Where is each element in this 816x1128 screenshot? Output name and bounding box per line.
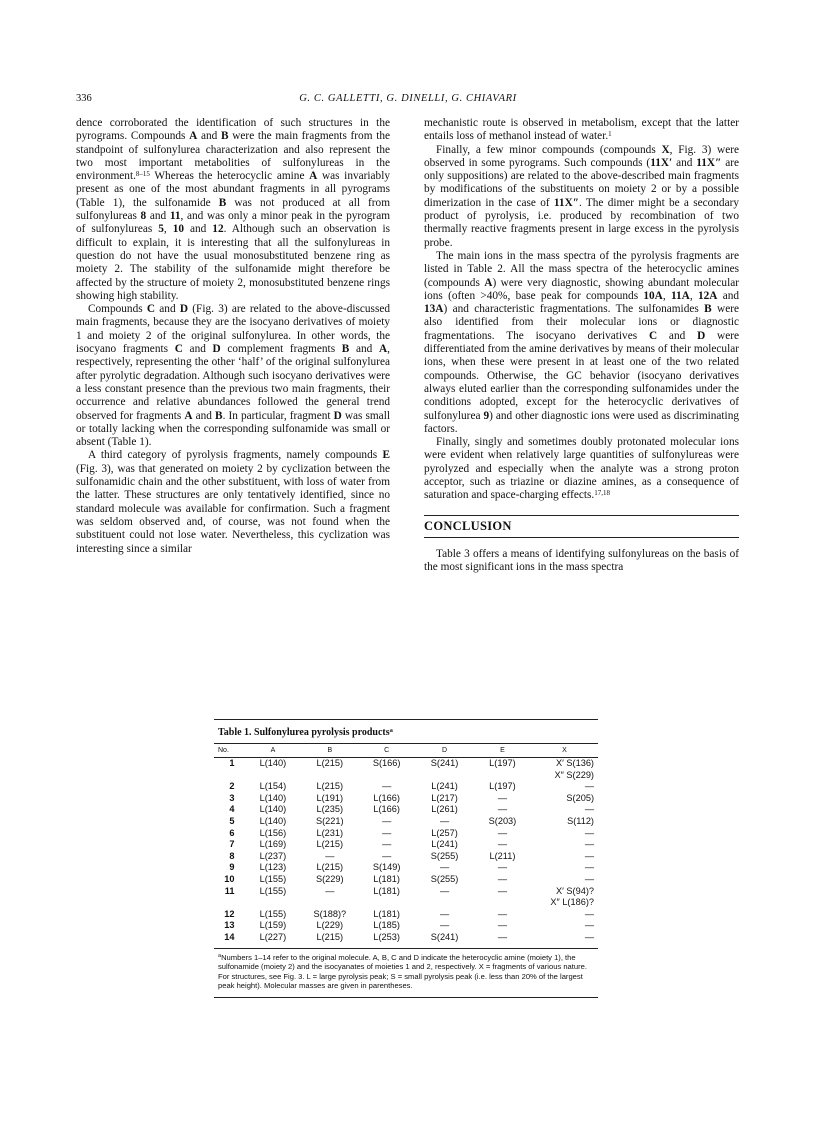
paragraph: [424, 548, 739, 575]
table-cell: L(215): [316, 839, 344, 850]
footnote-mark: a: [389, 727, 393, 734]
table-row: [214, 816, 598, 828]
row-number-cell: 12: [224, 908, 235, 919]
bold-compound-label: D: [333, 409, 342, 422]
table-cell: —: [584, 873, 594, 884]
conclusion-heading: CONCLUSION: [424, 515, 739, 538]
table-cell: L(235): [316, 804, 344, 815]
table-body: [214, 758, 598, 948]
table-cell: S(203): [488, 815, 517, 826]
table-header-row: [214, 744, 598, 758]
table-footnote: [214, 948, 598, 998]
table-cell: —: [584, 781, 594, 792]
text-run: and: [192, 409, 216, 422]
text-run: (Fig. 3) are related to the above-discussed main fragments, because they are the isocyano derivatives of moiety 1 and moiety 2 of the original sulfonylurea. In other words, the isocyano fragments: [76, 303, 391, 356]
citation-superscript: 8–15: [135, 170, 150, 179]
row-number-cell: 8: [229, 850, 235, 861]
bold-compound-label: C: [648, 329, 658, 342]
table-cell: —: [439, 862, 450, 873]
table-cell: L(166): [373, 804, 400, 815]
bold-compound-label: A: [184, 409, 193, 422]
table-title: [214, 719, 598, 743]
column-header: C: [358, 744, 415, 758]
table-cell: —: [497, 920, 508, 931]
text-run: and: [717, 289, 740, 302]
column-header: B: [301, 744, 358, 758]
table-row: [214, 758, 598, 770]
text-run: complement fragments: [220, 343, 342, 356]
table-cell: L(227): [259, 931, 287, 942]
text-run: ,: [689, 289, 698, 302]
table-cell: L(237): [259, 850, 287, 861]
text-run: and: [182, 343, 213, 356]
table-cell: —: [584, 908, 594, 919]
table-cell: —: [584, 931, 594, 942]
paragraph: [424, 436, 739, 502]
table-cell: —: [584, 920, 594, 931]
bold-compound-label: 11X″: [553, 196, 579, 209]
table-cell: S(221): [315, 815, 344, 826]
table-cell: L(181): [373, 908, 400, 919]
table-cell: —: [584, 839, 594, 850]
table-cell: L(229): [316, 920, 344, 931]
row-number-cell: 10: [224, 873, 235, 884]
row-number-cell: [214, 770, 244, 782]
table-cell: L(159): [259, 920, 287, 931]
paragraph: [76, 449, 390, 555]
table-cell: X′ S(136): [556, 758, 594, 768]
text-run: Finally, singly and sometimes doubly protonated molecular ions were evident when relatively large quantities of sulfonylureas were pyrolyzed and especially when the analyte was a strong proton acceptor, such as triazine or diazine amines, as a consequence of saturation and space-charging effects.: [424, 436, 739, 502]
table-cell: —: [497, 839, 508, 850]
table-footnote-text: Numbers 1–14 refer to the original molecule. A, B, C and D indicate the heterocyclic amine (moiety 1), the sulfonamide (moiety 2) and the isocyanates of moieties 1 and 2, respectively. X = fragments of various nature. For structures, see Fig. 3. L = large pyrolysis peak; S = small pyrolysis peak (i.e. less than 20% of the largest peak height). Molecular masses are given in parentheses.: [218, 952, 587, 991]
table-cell: —: [325, 850, 335, 861]
column-header: E: [474, 744, 531, 758]
table-cell: [358, 897, 415, 909]
text-run: was not produced at all from sulfonylureas: [76, 196, 390, 223]
bold-compound-label: B: [221, 130, 229, 143]
column-header: X: [531, 744, 598, 758]
table-cell: L(140): [259, 815, 287, 826]
table-cell: [244, 770, 301, 782]
table-row: [214, 851, 598, 863]
text-run: were also identified from their molecular ions or diagnostic fragmentations. The isocyano derivatives: [424, 303, 739, 342]
table-cell: [244, 897, 301, 909]
text-run: was invariably present as one of the most abundant fragments in all pyrograms (Table 1), the sulfonamide: [76, 170, 390, 209]
text-run: and: [146, 210, 170, 223]
bold-compound-label: 11A: [670, 289, 690, 302]
citation-superscript: 1: [608, 130, 612, 139]
table-cell: L(123): [259, 862, 287, 873]
table-cell: —: [497, 792, 508, 803]
table-cell: —: [584, 850, 594, 861]
table-cell: —: [497, 862, 508, 873]
table-row: [214, 886, 598, 898]
table-cell: S(166): [372, 758, 401, 768]
text-run: ,: [163, 223, 173, 236]
table-cell: [474, 770, 531, 782]
bold-compound-label: 10: [172, 223, 185, 236]
table-cell: L(155): [259, 908, 287, 919]
table-cell: —: [439, 815, 450, 826]
row-number-cell: 3: [229, 792, 235, 803]
bold-compound-label: 5: [158, 223, 164, 236]
table-cell: —: [497, 931, 508, 942]
text-run: . The dimer might be a secondary product of pyrolysis, i.e. produced by recombination of two thermally reactive fragments present in large excess in the pyrolysis probe.: [424, 196, 739, 249]
table-cell: —: [382, 781, 392, 792]
table-cell: L(217): [431, 792, 458, 803]
table-cell: L(181): [373, 885, 400, 896]
bold-compound-label: C: [146, 303, 156, 316]
table-cell: S(255): [430, 873, 459, 884]
table-cell: L(215): [316, 781, 344, 792]
text-run: and: [184, 223, 213, 236]
table-row: [214, 781, 598, 793]
column-header: No.: [214, 744, 244, 758]
column-header: A: [244, 744, 301, 758]
bold-compound-label: D: [179, 303, 189, 316]
bold-compound-label: A: [379, 343, 388, 356]
table-cell: X′ S(94)?: [556, 885, 594, 896]
table-cell: —: [439, 908, 450, 919]
table-cell: S(205): [566, 792, 594, 803]
bold-compound-label: B: [215, 409, 223, 422]
text-run: ) were very diagnostic, showing abundant molecular ions (often >40%, base peak for compounds: [424, 276, 739, 302]
table-cell: L(191): [316, 792, 344, 803]
text-run: and: [657, 329, 698, 342]
table-cell: —: [439, 920, 450, 931]
bold-compound-label: 8: [140, 210, 147, 223]
bold-compound-label: 10A: [643, 289, 663, 302]
table-cell: L(169): [259, 839, 287, 850]
table-cell: L(257): [431, 827, 458, 838]
table-cell: —: [584, 804, 594, 815]
table-cell: L(197): [489, 758, 516, 768]
bold-compound-label: C: [174, 343, 183, 356]
paragraph: [424, 144, 739, 250]
citation-superscript: 17,18: [594, 489, 610, 498]
text-run: and: [197, 130, 222, 143]
table-cell: —: [439, 885, 450, 896]
table-cell: X″ S(229): [554, 769, 594, 780]
table-cell: —: [382, 827, 392, 838]
table-cell: L(211): [489, 850, 516, 861]
text-run: Finally, a few minor compounds (compounds: [436, 143, 662, 156]
text-run: were the main fragments from the standpoint of sulfonylurea characterization and also represent the two most important metabolities of sulfonylureas in the environment.: [76, 130, 390, 183]
table-cell: L(231): [316, 827, 344, 838]
text-run: , and was only a minor peak in the pyrogram of sulfonylureas: [76, 210, 390, 236]
row-number-cell: [214, 897, 244, 909]
table-cell: [301, 897, 358, 909]
running-head: G. C. GALLETTI, G. DINELLI, G. CHIAVARI: [299, 93, 517, 104]
text-run: and: [155, 303, 180, 316]
right-column: [424, 117, 739, 575]
table-cell: —: [584, 827, 594, 838]
row-number-cell: 4: [229, 804, 235, 815]
text-run: The main ions in the mass spectra of the pyrolysis fragments are listed in Table 2. All the mass spectra of the heterocyclic amines (compounds: [424, 249, 739, 289]
table-cell: S(241): [430, 931, 459, 942]
row-number-cell: 9: [229, 862, 235, 873]
text-run: and: [349, 343, 379, 356]
table-cell: L(140): [259, 758, 287, 768]
text-run: A third category of pyrolysis fragments, namely compounds: [88, 449, 383, 462]
table-cell: L(155): [259, 873, 287, 884]
table-cell: —: [497, 827, 508, 838]
text-run: and: [672, 156, 697, 169]
text-run: mechanistic route is observed in metabolism, except that the latter entails loss of methanol instead of water.: [424, 117, 739, 143]
table-cell: —: [497, 908, 508, 919]
row-number-cell: 5: [229, 815, 235, 826]
table-cell: L(241): [431, 781, 458, 792]
table-row: [214, 897, 598, 909]
table-row: [214, 804, 598, 816]
table-cell: —: [497, 804, 508, 815]
paragraph: [424, 250, 739, 436]
table-cell: L(154): [259, 781, 287, 792]
text-run: ,: [662, 289, 671, 302]
table-cell: S(188)?: [313, 908, 347, 919]
bold-compound-label: B: [218, 196, 227, 209]
table-cell: L(215): [316, 931, 344, 942]
bold-compound-label: D: [212, 343, 221, 356]
bold-compound-label: 13A: [424, 303, 444, 316]
paragraph: [76, 303, 390, 449]
table-cell: S(149): [372, 862, 401, 873]
left-column: [76, 117, 390, 556]
table-cell: L(155): [259, 885, 287, 896]
table-cell: L(215): [316, 862, 344, 873]
table-cell: L(215): [316, 758, 344, 768]
bold-compound-label: 12: [212, 223, 224, 236]
table-cell: —: [584, 862, 594, 873]
row-number-cell: 14: [224, 931, 235, 942]
bold-compound-label: X: [661, 143, 670, 156]
text-run: dence corroborated the identification of such structures in the pyrograms. Compounds: [76, 117, 390, 143]
text-run: (Fig. 3), was that generated on moiety 2 by cyclization between the sulfonamidic chain and the other substituent, with loss of water from the latter. These structures are only tentatively identified, since no standard molecule was available for confirmation. Such a fragment was seldom observed and, of course, was not found when the substituent could not lose water. Nevertheless, this cyclization was interesting since a similar: [76, 462, 390, 555]
text-run: was small or totally lacking when the corresponding sulfonamide was small or absent (Table 1).: [76, 409, 390, 449]
table-cell: —: [497, 873, 508, 884]
table-title-text: Table 1. Sulfonylurea pyrolysis products: [218, 727, 390, 738]
table-cell: S(255): [430, 850, 459, 861]
row-number-cell: 13: [224, 920, 235, 931]
row-number-cell: 11: [224, 885, 235, 896]
table-cell: —: [382, 815, 392, 826]
table-cell: —: [382, 850, 392, 861]
table-cell: —: [325, 885, 335, 896]
table-1: [214, 719, 598, 998]
bold-compound-label: 11: [169, 210, 181, 223]
bold-compound-label: A: [189, 130, 198, 143]
table-row: [214, 932, 598, 948]
bold-compound-label: 9: [483, 409, 490, 422]
table-grid: [214, 743, 598, 948]
table-row: [214, 909, 598, 921]
bold-compound-label: 11X′: [650, 156, 673, 169]
table-cell: [415, 770, 474, 782]
table-cell: S(112): [567, 815, 594, 826]
table-cell: L(166): [373, 792, 400, 803]
row-number-cell: 6: [229, 827, 235, 838]
text-run: were differentiated from the amine derivatives by means of their molecular ions, when these were present in at least one of the two related compounds. Otherwise, the GC behavior (isocyano derivatives always eluted earlier than the corresponding sulfonamides under the conditions adopted, except for the heterocyclic derivatives of sulfonylurea: [424, 329, 739, 422]
text-run: . In particular, fragment: [222, 409, 334, 422]
bold-compound-label: E: [382, 449, 390, 462]
table-cell: L(140): [259, 804, 287, 815]
table-cell: L(185): [373, 920, 400, 931]
text-run: are only suppositions) are related to the above-described main fragments by modifications of the substituents on moiety 2 or by a possible dimerization in the case of: [424, 156, 739, 209]
table-row: [214, 862, 598, 874]
table-cell: L(156): [259, 827, 287, 838]
bold-compound-label: A: [309, 170, 318, 183]
bold-compound-label: B: [341, 343, 350, 356]
table-cell: L(197): [489, 781, 516, 792]
bold-compound-label: 12A: [697, 289, 718, 302]
paragraph: [424, 117, 739, 144]
table-cell: —: [382, 839, 392, 850]
table-cell: L(261): [431, 804, 458, 815]
table-cell: —: [497, 885, 508, 896]
table-cell: [301, 770, 358, 782]
bold-compound-label: B: [704, 303, 712, 316]
text-run: Table 3 offers a means of identifying sulfonylureas on the basis of the most significant ions in the mass spectra: [424, 547, 739, 574]
row-number-cell: 2: [229, 781, 235, 792]
bold-compound-label: A: [484, 276, 493, 289]
table-cell: [415, 897, 474, 909]
table-row: [214, 839, 598, 851]
row-number-cell: 1: [229, 758, 235, 768]
table-cell: L(241): [431, 839, 458, 850]
table-cell: [358, 770, 415, 782]
table-cell: L(181): [373, 873, 400, 884]
table-row: [214, 828, 598, 840]
table-row: [214, 874, 598, 886]
text-run: Compounds: [88, 303, 147, 316]
paragraph: [76, 117, 390, 303]
column-header: D: [415, 744, 474, 758]
table-cell: S(229): [315, 873, 344, 884]
text-run: . Although such an observation is difficult to explain, it is interesting that all the sulfonylureas in question do not have the usual monosubstituted benzene ring as moiety 2. The stability of the sulfonamide might therefore be affected by the structure of moiety 2, monosubstituted benzene rings showing high stability.: [76, 223, 390, 302]
footnote-mark: a: [218, 952, 222, 959]
text-run: ) and characteristic fragmentations. The sulfonamides: [443, 303, 705, 316]
page-header: [76, 93, 740, 107]
table-row: [214, 793, 598, 805]
table-cell: [474, 897, 531, 909]
table-cell: X″ L(186)?: [550, 897, 594, 908]
text-run: , Fig. 3) were observed in some pyrograms. Such compounds (: [424, 143, 739, 169]
table-cell: L(253): [373, 931, 400, 942]
bold-compound-label: 11X″: [696, 156, 722, 169]
text-run: Whereas the heterocyclic amine: [149, 170, 310, 183]
text-run: ) and other diagnostic ions were used as discriminating factors.: [424, 409, 739, 435]
page-number: 336: [76, 93, 92, 104]
table-row: [214, 920, 598, 932]
table-cell: L(140): [259, 792, 287, 803]
table-cell: S(241): [430, 758, 459, 768]
text-run: , respectively, representing the other ‘half’ of the original sulfonylurea after pyrolytic degradation. Although such isocyano derivatives were a less constant presence than the previous two main fragments, their occurrence and relative abundances followed the general trend observed for fragments: [76, 343, 390, 422]
table-row: [214, 770, 598, 782]
row-number-cell: 7: [229, 839, 235, 850]
bold-compound-label: D: [697, 329, 706, 342]
